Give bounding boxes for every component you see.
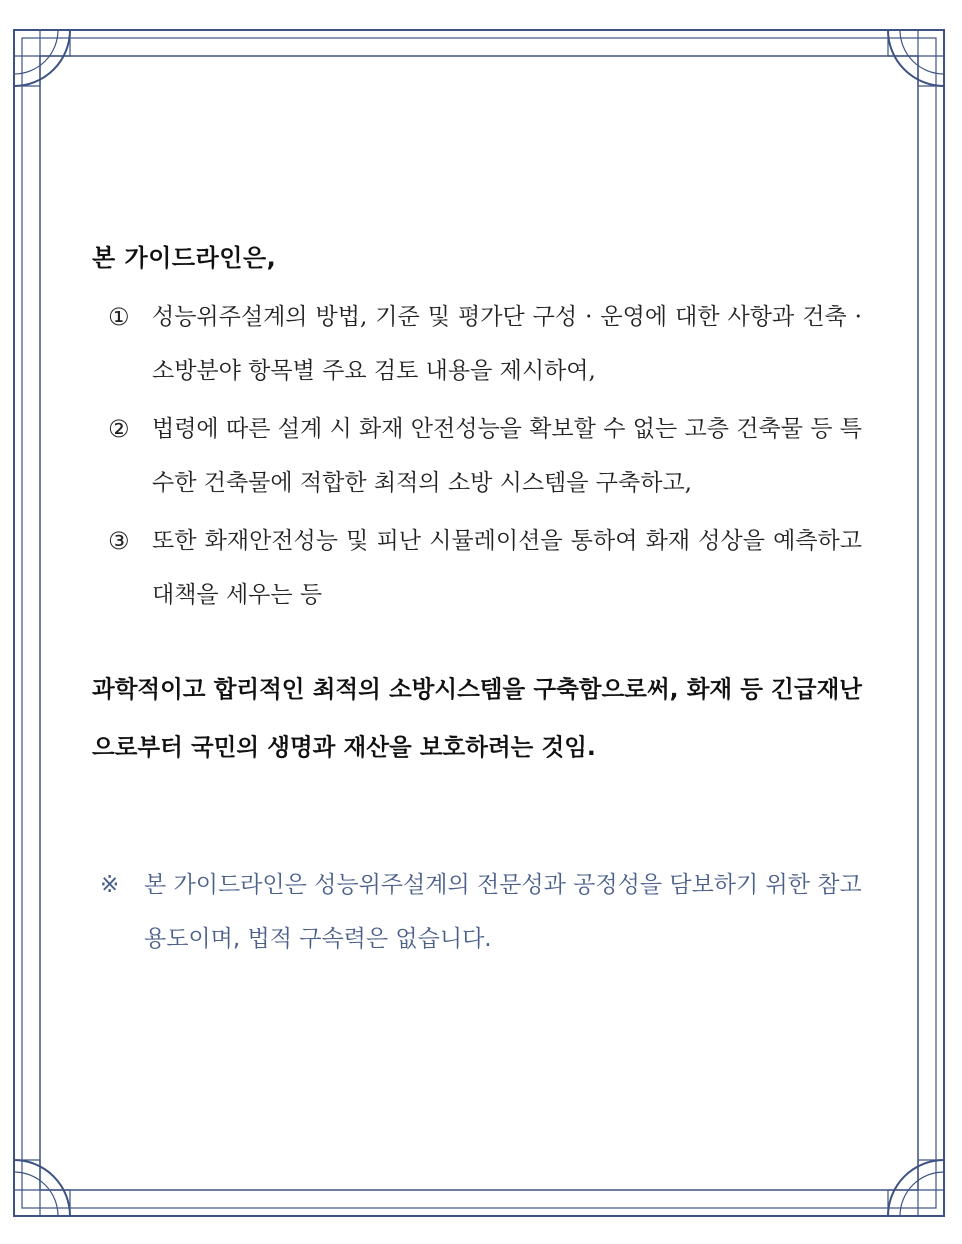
disclaimer-note: [92, 858, 862, 966]
list-item: [92, 402, 862, 510]
item-marker: ③: [108, 527, 130, 555]
list-item: [92, 514, 862, 622]
intro-heading: 본 가이드라인은,: [92, 244, 277, 272]
list-item: [92, 290, 862, 398]
item-text: 또한 화재안전성능 및 피난 시뮬레이션을 통하여 화재 성상을 예측하고 대책을 세우는 등: [152, 528, 862, 608]
item-marker: ②: [108, 415, 130, 443]
guideline-content: [92, 236, 862, 966]
note-text: 본 가이드라인은 성능위주설계의 전문성과 공정성을 담보하기 위한 참고 용도이며, 법적 구속력은 없습니다.: [144, 872, 862, 952]
item-text: 성능위주설계의 방법, 기준 및 평가단 구성 · 운영에 대한 사항과 건축 · 소방분야 항목별 주요 검토 내용을 제시하여,: [152, 304, 862, 384]
item-marker: ①: [108, 303, 130, 331]
item-text: 법령에 따른 설계 시 화재 안전성능을 확보할 수 없는 고층 건축물 등 특수한 건축물에 적합한 최적의 소방 시스템을 구축하고,: [152, 416, 862, 496]
reference-mark-icon: ※: [100, 872, 120, 898]
purpose-summary: 과학적이고 합리적인 최적의 소방시스템을 구축함으로써, 화재 등 긴급재난으로부터 국민의 생명과 재산을 보호하려는 것임.: [92, 675, 862, 761]
